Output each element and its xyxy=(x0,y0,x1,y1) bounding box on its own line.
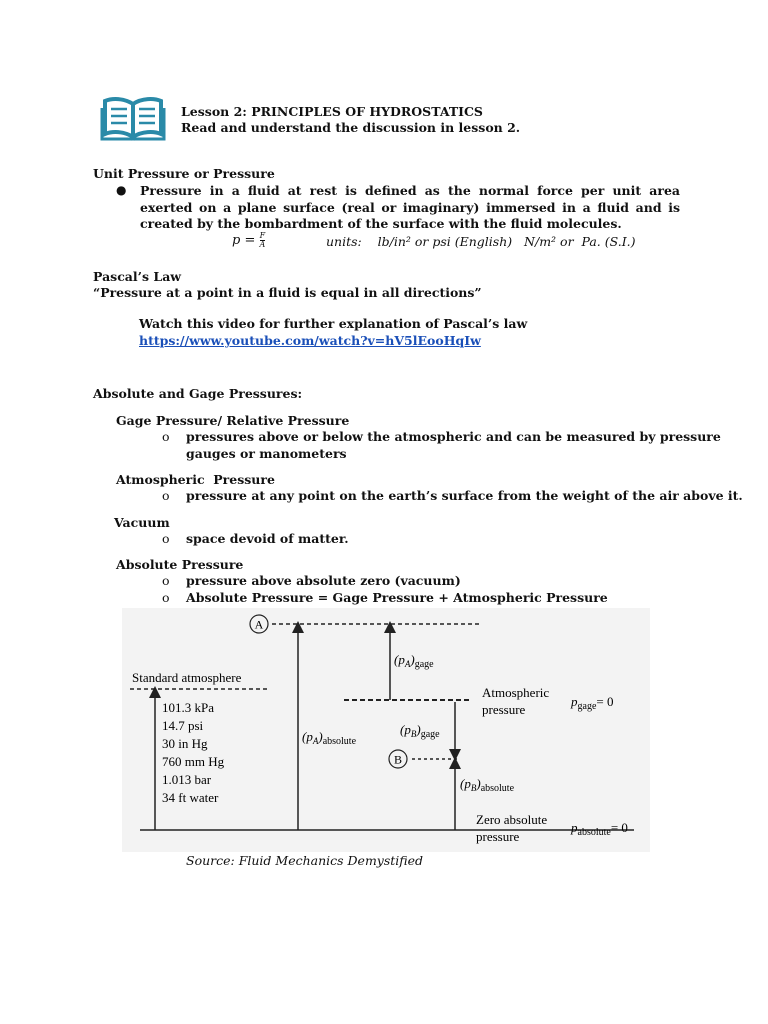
pgage-eq-label: $p_{gage}= 0$ xyxy=(571,694,614,712)
point-b-label: B xyxy=(393,752,403,767)
std-value: 101.3 kPa xyxy=(162,700,214,715)
formula-fraction xyxy=(260,232,266,249)
atm-label-2: pressure xyxy=(482,702,526,717)
circle-bullet-icon: o xyxy=(162,429,170,444)
pascal-quote: “Pressure at a point in a fluid is equal in all directions” xyxy=(93,285,482,300)
units-text: units: lb/in² or psi (English) N/m² or Pa. (S.I.) xyxy=(326,234,636,249)
pb-absolute-label: $(p_B)_{absolute}$ xyxy=(460,776,515,794)
vacuum-heading: Vacuum xyxy=(114,515,170,530)
formula xyxy=(232,232,265,249)
atm-heading: Atmospheric Pressure xyxy=(116,472,275,487)
std-value: 1.013 bar xyxy=(162,772,212,787)
abs-desc-1: pressure above absolute zero (vacuum) xyxy=(186,573,461,588)
circle-bullet-icon: o xyxy=(162,531,170,546)
pb-gage-label: $(p_B)_{gage}$ xyxy=(400,722,440,740)
pressures-heading: Absolute and Gage Pressures: xyxy=(93,386,303,401)
pressure-definition: Pressure in a fluid at rest is defined as the normal force per unit area exerted on a plane surface (real or imaginary) immersed in a fluid and is created by the bombardment of the surface with the fluid molecules. xyxy=(140,183,680,231)
abs-desc-2: Absolute Pressure = Gage Pressure + Atmospheric Pressure xyxy=(186,590,608,605)
pressure-diagram xyxy=(122,608,650,852)
pabs-eq-label: $p_{absolute}= 0$ xyxy=(571,820,628,838)
video-link[interactable]: https://www.youtube.com/watch?v=hV5lEooHqIw xyxy=(139,333,481,348)
vacuum-desc: space devoid of matter. xyxy=(186,531,349,546)
circle-bullet-icon: o xyxy=(162,488,170,503)
unit-pressure-heading: Unit Pressure or Pressure xyxy=(93,166,275,181)
pascal-heading: Pascal’s Law xyxy=(93,269,182,284)
std-value: 30 in Hg xyxy=(162,736,208,751)
lesson-instruction: Read and understand the discussion in lesson 2. xyxy=(181,120,521,135)
atm-label-1: Atmospheric xyxy=(482,685,550,700)
circle-bullet-icon: o xyxy=(162,590,170,605)
gage-desc-1: pressures above or below the atmospheric and can be measured by pressure xyxy=(186,429,721,444)
diagram-source: Source: Fluid Mechanics Demystified xyxy=(186,853,424,868)
point-a-label: A xyxy=(254,617,264,632)
abs-heading: Absolute Pressure xyxy=(116,557,244,572)
std-atm-label: Standard atmosphere xyxy=(132,670,242,685)
bullet-icon: ● xyxy=(116,183,127,197)
lesson-title: Lesson 2: PRINCIPLES OF HYDROSTATICS xyxy=(181,104,483,119)
formula-lhs: p = xyxy=(232,233,256,248)
pa-absolute-label: $(p_A)_{absolute}$ xyxy=(302,729,357,747)
std-value: 760 mm Hg xyxy=(162,754,225,769)
formula-denominator: A xyxy=(259,240,266,249)
zero-abs-label-1: Zero absolute xyxy=(476,812,548,827)
std-value: 34 ft water xyxy=(162,790,219,805)
circle-bullet-icon: o xyxy=(162,573,170,588)
formula-numerator: F xyxy=(259,231,266,240)
book-icon xyxy=(100,96,166,142)
gage-heading: Gage Pressure/ Relative Pressure xyxy=(116,413,350,428)
pa-gage-label: $(p_A)_{gage}$ xyxy=(394,652,434,670)
zero-abs-label-2: pressure xyxy=(476,829,520,844)
gage-desc-2: gauges or manometers xyxy=(186,446,347,461)
std-value: 14.7 psi xyxy=(162,718,204,733)
video-text: Watch this video for further explanation of Pascal’s law xyxy=(139,316,528,331)
atm-desc: pressure at any point on the earth’s surface from the weight of the air above it. xyxy=(186,488,743,503)
